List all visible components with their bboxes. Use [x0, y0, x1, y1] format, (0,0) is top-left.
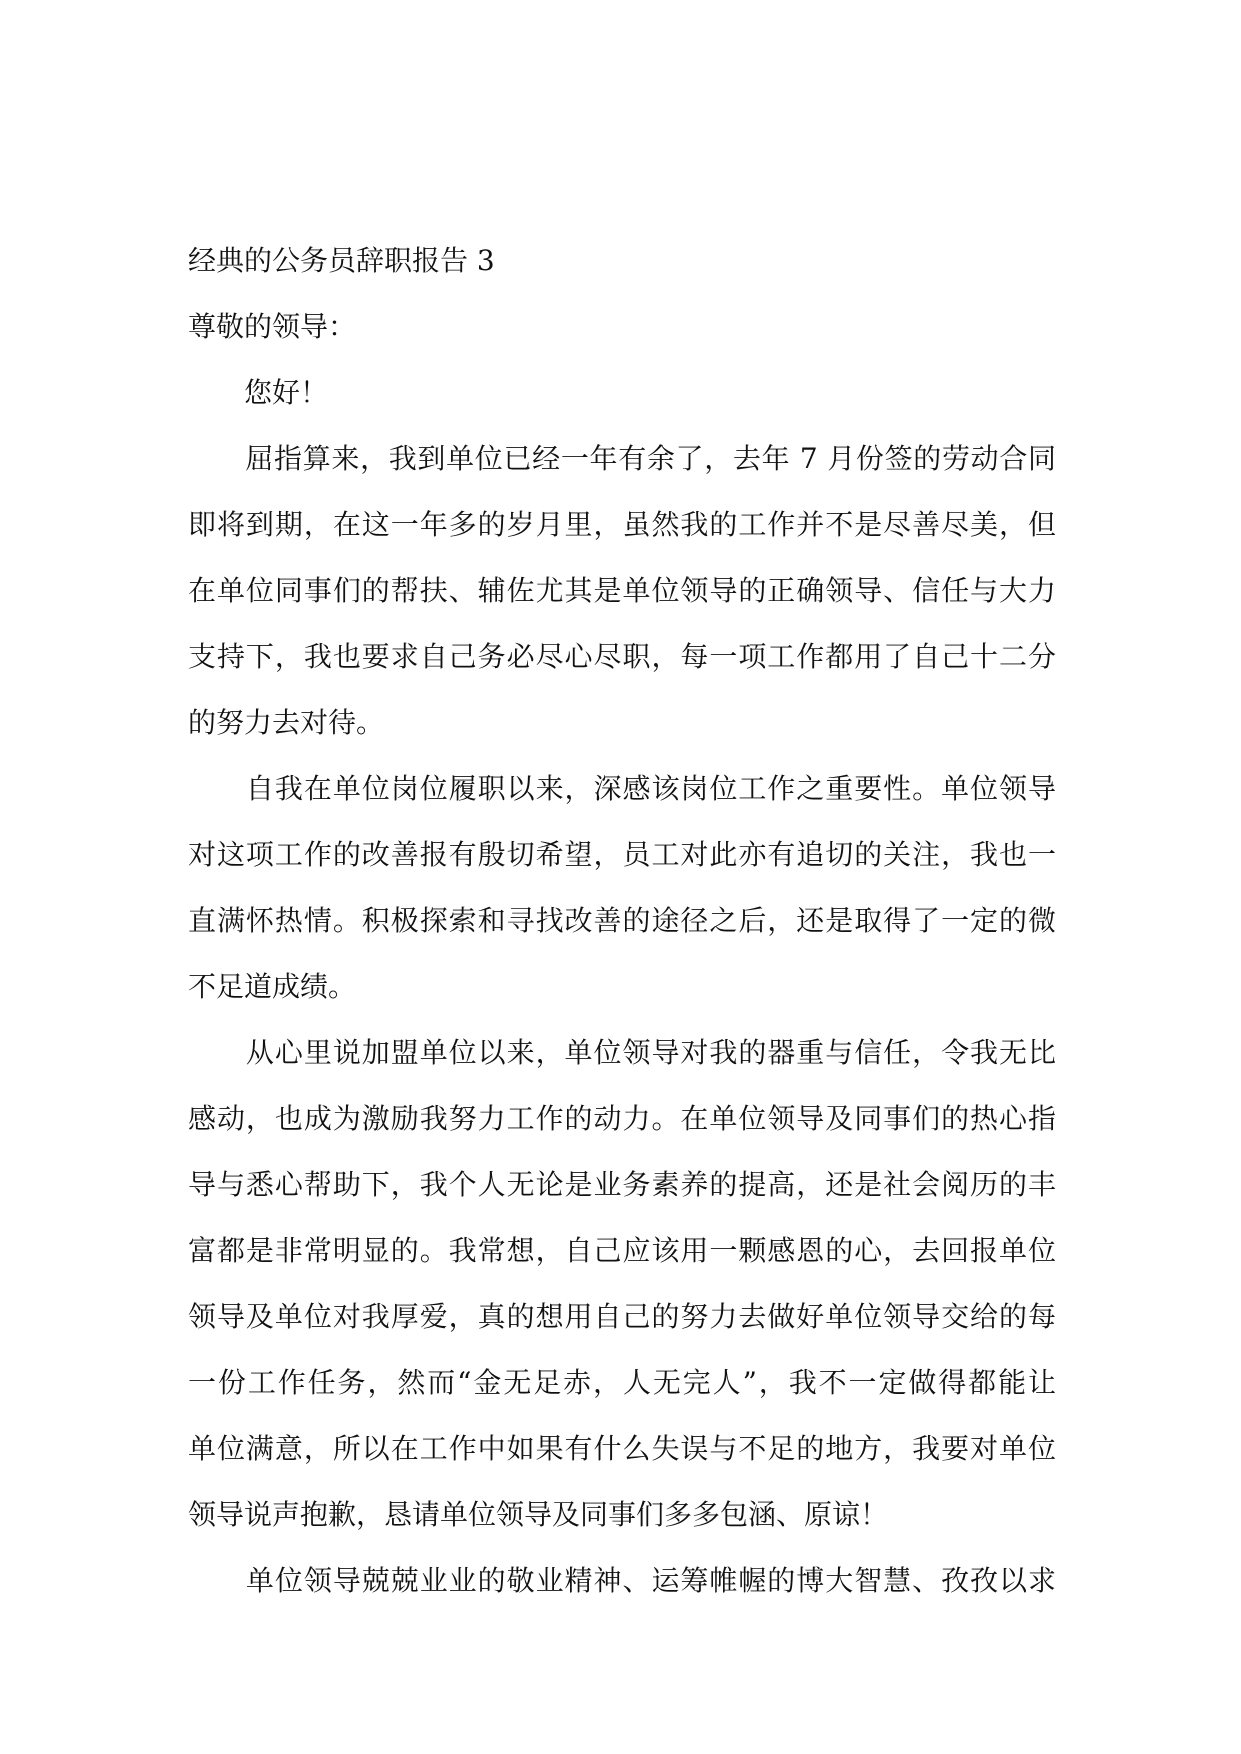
document-title: 经典的公务员辞职报告 3	[188, 244, 495, 277]
paragraph-line: 单位领导兢兢业业的敬业精神、运筹帷幄的博大智慧、孜孜以求	[188, 1564, 1056, 1597]
paragraph-line: 导与悉心帮助下，我个人无论是业务素养的提高，还是社会阅历的丰	[188, 1168, 1056, 1201]
document-body	[188, 228, 1056, 1614]
paragraph-line: 的努力去对待。	[188, 706, 385, 739]
paragraph-line: 支持下，我也要求自己务必尽心尽职，每一项工作都用了自己十二分	[188, 640, 1056, 673]
paragraph-3	[188, 1020, 1056, 1548]
paragraph-line: 领导说声抱歉，恳请单位领导及同事们多多包涵、原谅！	[188, 1498, 889, 1531]
paragraph-line: 从心里说加盟单位以来，单位领导对我的器重与信任，令我无比	[188, 1036, 1056, 1069]
salutation: 尊敬的领导：	[188, 310, 357, 343]
paragraph-line: 领导及单位对我厚爱，真的想用自己的努力去做好单位领导交给的每	[188, 1300, 1056, 1333]
paragraph-line: 在单位同事们的帮扶、辅佐尤其是单位领导的正确领导、信任与大力	[188, 574, 1056, 607]
paragraph-line: 自我在单位岗位履职以来，深感该岗位工作之重要性。单位领导	[188, 772, 1056, 805]
paragraph-line: 直满怀热情。积极探索和寻找改善的途径之后，还是取得了一定的微	[188, 904, 1056, 937]
paragraph-line: 感动，也成为激励我努力工作的动力。在单位领导及同事们的热心指	[188, 1102, 1056, 1135]
paragraph-1	[188, 426, 1056, 756]
paragraph-4	[188, 1548, 1056, 1614]
paragraph-line: 一份工作任务，然而“金无足赤，人无完人”，我不一定做得都能让	[188, 1366, 1056, 1399]
paragraph-line: 富都是非常明显的。我常想，自己应该用一颗感恩的心，去回报单位	[188, 1234, 1056, 1267]
paragraph-line: 即将到期，在这一年多的岁月里，虽然我的工作并不是尽善尽美，但	[188, 508, 1056, 541]
paragraph-line: 屈指算来，我到单位已经一年有余了，去年 7 月份签的劳动合同	[188, 442, 1056, 475]
paragraph-line: 对这项工作的改善报有殷切希望，员工对此亦有追切的关注，我也一	[188, 838, 1056, 871]
greeting: 您好！	[188, 376, 329, 409]
paragraph-line: 单位满意，所以在工作中如果有什么失误与不足的地方，我要对单位	[188, 1432, 1056, 1465]
paragraph-line: 不足道成绩。	[188, 970, 357, 1003]
paragraph-2	[188, 756, 1056, 1020]
